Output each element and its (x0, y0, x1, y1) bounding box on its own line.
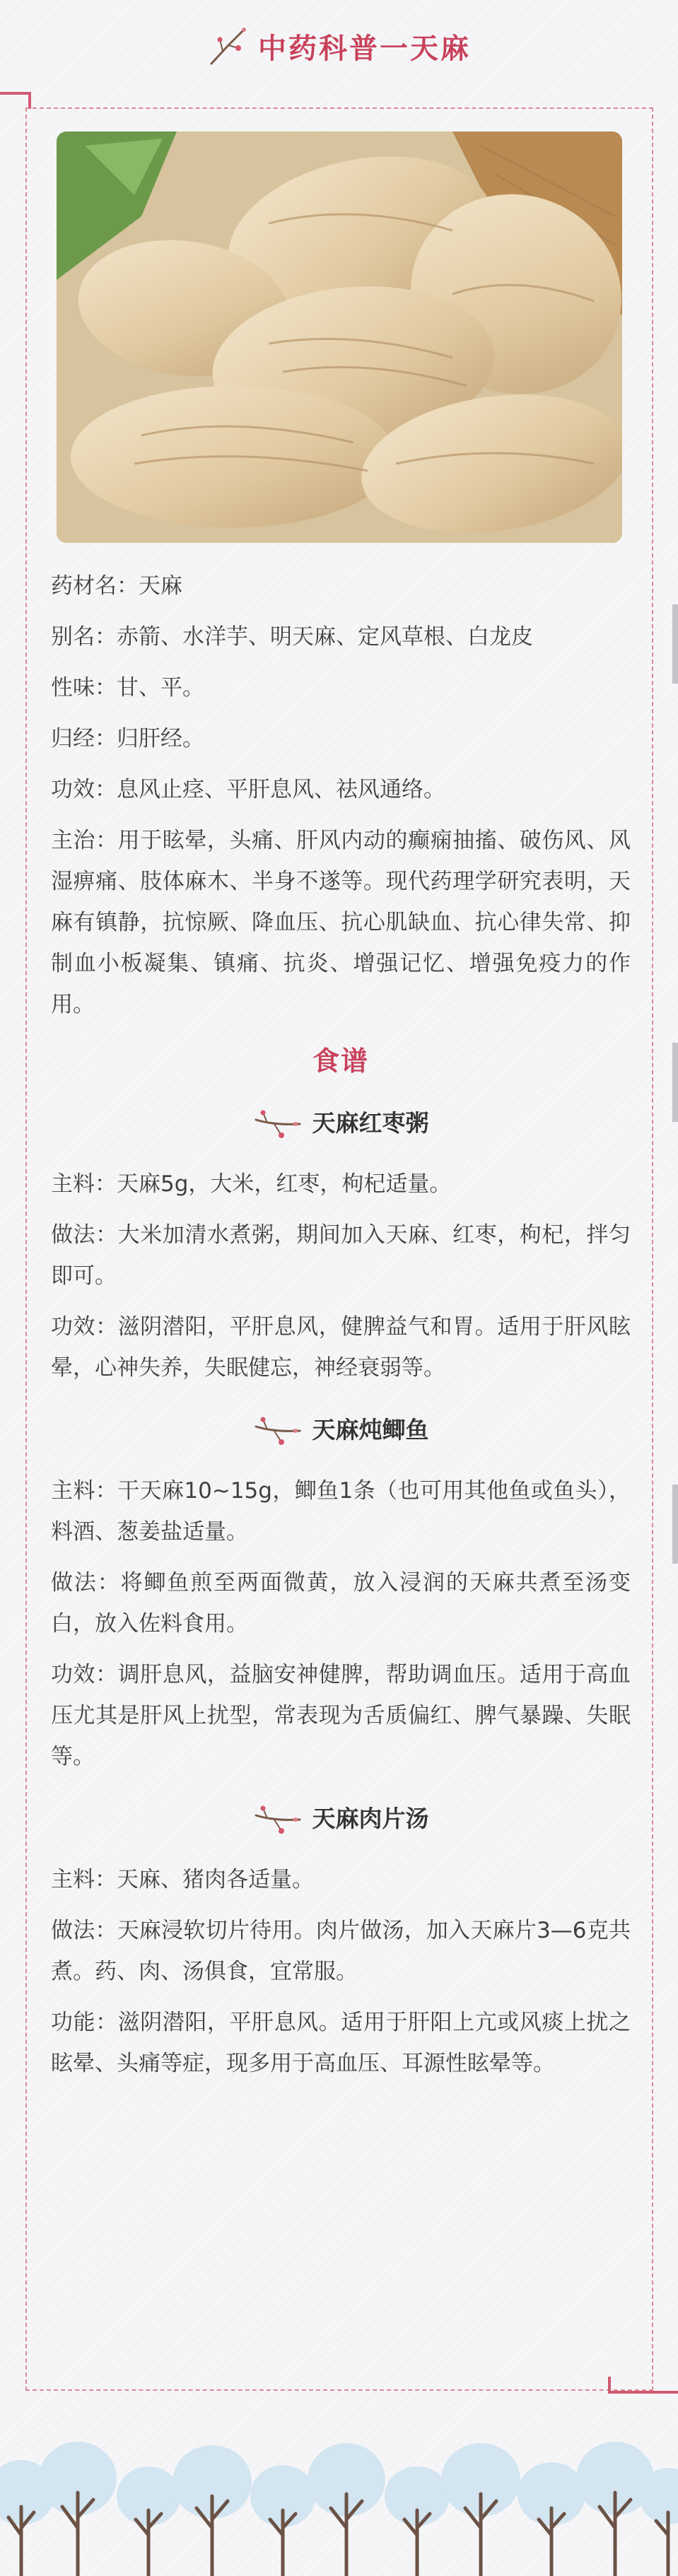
frame-corner-top-left (0, 92, 31, 109)
recipe-section (51, 1410, 631, 1777)
recipe-method: 做法：大米加清水煮粥，期间加入天麻、红枣，枸杞，拌匀即可。 (51, 1222, 631, 1289)
side-decoration (672, 1043, 678, 1122)
recipe-section (51, 1103, 631, 1388)
recipe-benefits: 功效：滋阴潜阳，平肝息风，健脾益气和胃。适用于肝风眩晕，心神失养，失眠健忘，神经衰弱等。 (51, 1314, 631, 1381)
recipe-title (51, 1103, 631, 1144)
recipe-ingredients: 主料：天麻、猪肉各适量。 (51, 1867, 314, 1892)
recipe-method: 做法：将鲫鱼煎至两面微黄，放入浸润的天麻共煮至汤变白，放入佐料食用。 (51, 1570, 631, 1637)
plum-branch-icon (207, 24, 251, 68)
herb-effects: 功效：息风止痉、平肝息风、祛风通络。 (51, 777, 445, 802)
article-body (51, 566, 631, 2094)
side-decoration (672, 1485, 678, 1564)
side-decoration (672, 604, 678, 684)
gastrodia-photo (57, 131, 622, 543)
recipes-heading: 食谱 (312, 1046, 369, 1077)
page-title: 中药科普一天麻 (258, 32, 471, 65)
plum-branch-icon (253, 1107, 303, 1140)
recipe-method: 做法：天麻浸软切片待用。肉片做汤，加入天麻片3—6克共煮。药、肉、汤俱食，宜常服。 (51, 1918, 631, 1984)
recipe-title (51, 1798, 631, 1839)
recipe-benefits: 功效：调肝息风，益脑安神健脾，帮助调血压。适用于高血压尤其是肝风上扰型，常表现为舌质偏红、脾气暴躁、失眠等。 (51, 1662, 631, 1769)
recipe-ingredients: 主料：天麻5g，大米，红枣，枸杞适量。 (51, 1171, 452, 1197)
herb-aliases: 别名：赤箭、水洋芋、明天麻、定风草根、白龙皮 (51, 624, 533, 650)
recipe-name: 天麻炖鲫鱼 (312, 1416, 429, 1444)
herb-name: 药材名：天麻 (51, 573, 182, 599)
recipe-ingredients: 主料：干天麻10~15g，鲫鱼1条（也可用其他鱼或鱼头），料酒、葱姜盐适量。 (51, 1478, 631, 1545)
plum-branch-icon (253, 1414, 303, 1446)
recipe-name: 天麻红枣粥 (312, 1109, 429, 1137)
herb-nature-taste: 性味：甘、平。 (51, 675, 204, 701)
recipe-section (51, 1798, 631, 2084)
recipe-benefits: 功能：滋阴潜阳，平肝息风。适用于肝阳上亢或风痰上扰之眩晕、头痛等症，现多用于高血压、耳源性眩晕等。 (51, 2010, 631, 2076)
herb-indications: 主治：用于眩晕，头痛、肝风内动的癫痫抽搐、破伤风、风湿痹痛、肢体麻木、半身不遂等。现代药理学研究表明，天麻有镇静，抗惊厥、降血压、抗心肌缺血、抗心律失常、抑制血小板凝集、镇痛、抗炎、增强记忆、增强免疫力的作用。 (51, 828, 631, 1017)
trees-footer-decoration (0, 2429, 678, 2576)
recipe-title (51, 1410, 631, 1451)
plum-branch-icon (253, 1803, 303, 1835)
recipe-name: 天麻肉片汤 (312, 1805, 429, 1832)
frame-corner-bottom-right (608, 2377, 678, 2394)
herb-meridian: 归经：归肝经。 (51, 726, 204, 751)
page-header (0, 0, 678, 92)
